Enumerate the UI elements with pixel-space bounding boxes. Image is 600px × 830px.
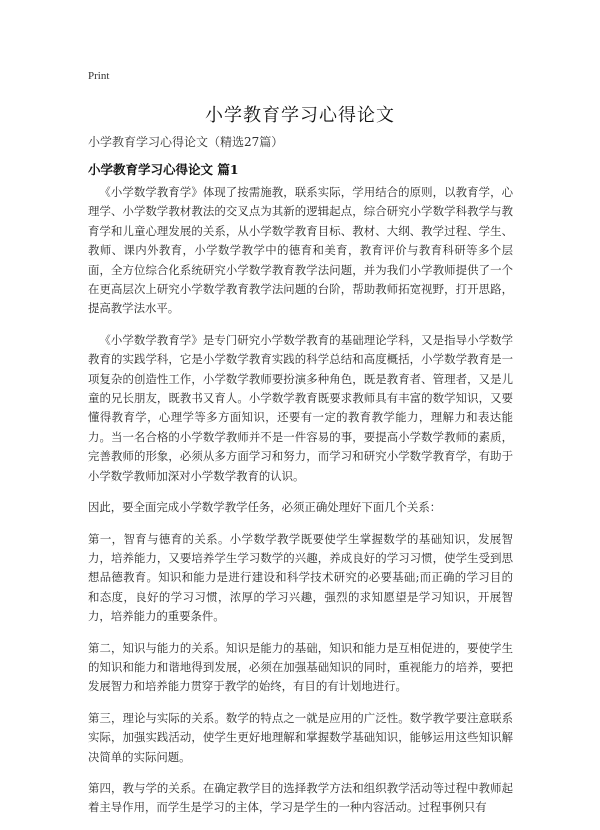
paragraph: 《小学数学教育学》是专门研究小学数学教育的基础理论学科，又是指导小学数学教育的实践学科，它是小学数学教育实践的科学总结和高度概括，小学数学教育是一项复杂的创造性工作，小学数学教师要扮演多种角色，既是教育者、管理者，又是儿童的兄长朋友，既教书又育人。小学数学教育既要求教师具有丰富的数学知识，又要懂得教育学，心理学等多方面知识，还要有一定的教育教学能力，理解力和表达能力。当一名合格的小学数学教师并不是一件容易的事，要提高小学数学教师的素质，完善教师的形象，必须从多方面学习和努力，而学习和研究小学数学教育学，有助于小学数学教师加深对小学数学教育的认识。 bbox=[88, 332, 513, 483]
paragraph: 《小学数学教育学》体现了按需施教，联系实际，学用结合的原则，以教育学，心理学、小学数学教材教法的交叉点为其新的逻辑起点，综合研究小学数学科教学与教育学和儿童心理发展的关系，从小学数学教育目标、教材、大纲、教学过程、学生、教师、课内外教育，小学数学教学中的德育和美育，教育评价与教育科研等多个层面，全方位综合化系统研究小学数学教育教学法问题，并为我们小学教师提供了一个在更高层次上研究小学数学教育教学法问题的台阶，帮助教师拓宽视野，打开思路，提高教学法水平。 bbox=[88, 185, 513, 316]
paragraph: 因此，要全面完成小学数学教学任务，必须正确处理好下面几个关系： bbox=[88, 500, 442, 515]
paragraph: 第二，知识与能力的关系。知识是能力的基础，知识和能力是互相促进的，要使学生的知识和能力和谐地得到发展，必须在加强基础知识的同时，重视能力的培养，要把发展智力和培养能力贯穿于教学的始终，有目的有计划地进行。 bbox=[88, 640, 513, 694]
document-title: 小学教育学习心得论文 bbox=[205, 105, 395, 126]
section-heading: 小学教育学习心得论文 篇1 bbox=[88, 162, 239, 177]
document-subtitle: 小学教育学习心得论文（精选27篇） bbox=[88, 135, 284, 149]
paragraph: 第四，教与学的关系。在确定教学目的选择教学方法和组织教学活动等过程中教师起着主导作用，而学生是学习的主体，学习是学生的一种内容活动。过程事例只有 bbox=[88, 780, 513, 815]
document-body bbox=[88, 183, 513, 830]
print-label[interactable]: Print bbox=[88, 70, 110, 82]
paragraph: 第三，理论与实际的关系。数学的特点之一就是应用的广泛性。数学教学要注意联系实际，加强实践活动，使学生更好地理解和掌握数学基础知识，能够运用这些知识解决简单的实际问题。 bbox=[88, 710, 513, 764]
paragraph: 第一，智育与德育的关系。小学数学教学既要使学生掌握数学的基础知识，发展智力，培养能力，又要培养学生学习数学的兴趣，养成良好的学习习惯，使学生受到思想品德教育。知识和能力是进行建设和科学技术研究的必要基础;而正确的学习目的和态度，良好的学习习惯，浓厚的学习兴趣，强烈的求知愿望是学习知识，开展智力，培养能力的重要条件。 bbox=[88, 531, 513, 624]
